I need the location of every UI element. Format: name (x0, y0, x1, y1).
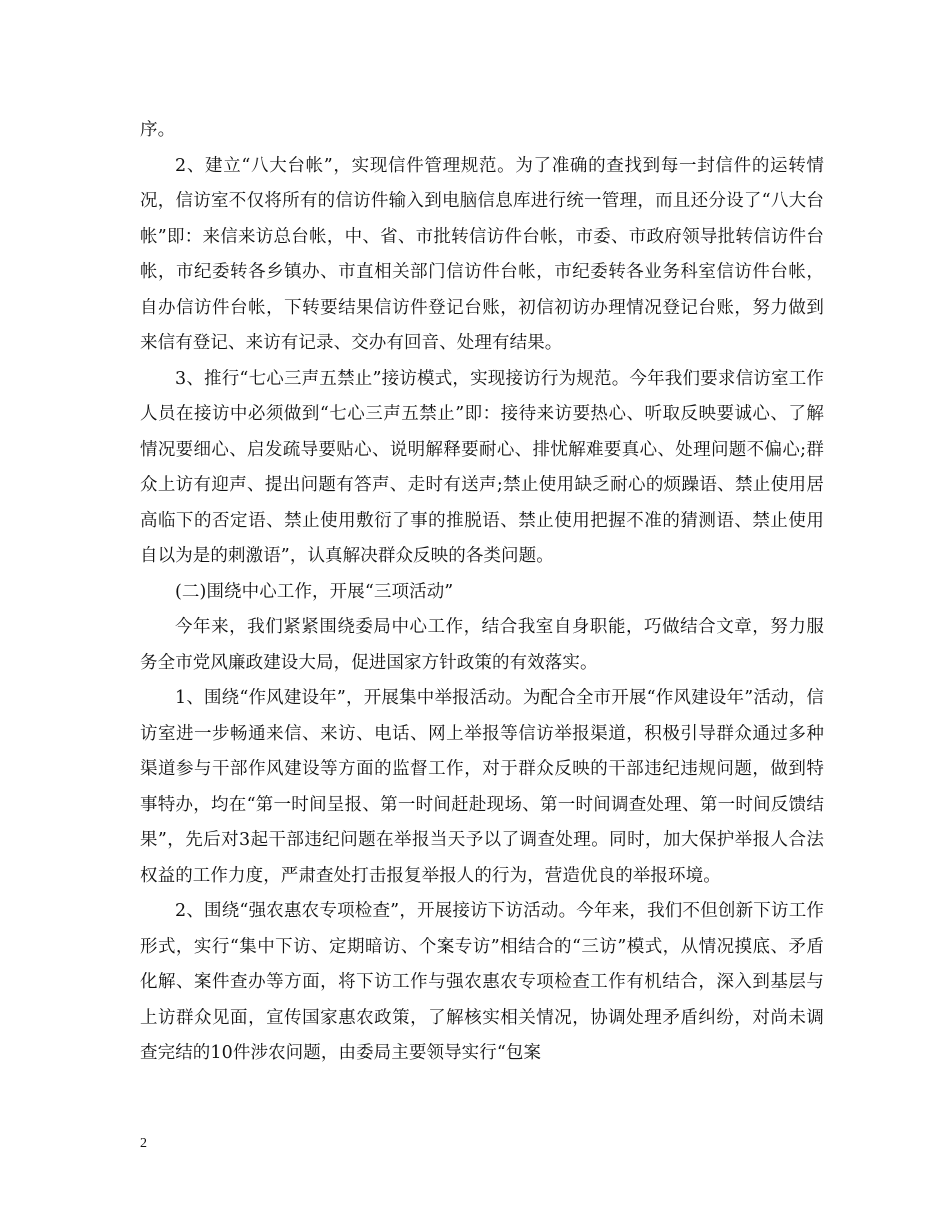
paragraph-ledger-system: 2、建立“八大台帐”，实现信件管理规范。为了准确的查找到每一封信件的运转情况，信访室不仅将所有的信访件输入到电脑信息库进行统一管理，而且还分设了“八大台帐”即：来信来访总台帐，中、省、市批转信访件台帐，市委、市政府领导批转信访件台帐，市纪委转各乡镇办、市直相关部门信访件台帐，市纪委转各业务科室信访件台帐，自办信访件台帐，下转要结果信访件登记台账，初信初访办理情况登记台账，努力做到来信有登记、来访有记录、交办有回音、处理有结果。 (140, 155, 824, 353)
paragraph-report-activity: 1、围绕“作风建设年”，开展集中举报活动。为配合全市开展“作风建设年”活动，信访室进一步畅通来信、来访、电话、网上举报等信访举报渠道，积极引导群众通过多种渠道参与干部作风建设等方面的监督工作，对于群众反映的干部违纪违规问题，做到特事特办，均在“第一时间呈报、第一时间赶赴现场、第一时间调查处理、第一时间反馈结果”，先后对3起干部违纪问题在举报当天予以了调查处理。同时，加大保护举报人合法权益的工作力度，严肃查处打击报复举报人的行为，营造优良的举报环境。 (140, 688, 824, 886)
document-body (140, 113, 824, 1072)
paragraph-reception-model: 3、推行“七心三声五禁止”接访模式，实现接访行为规范。今年我们要求信访室工作人员在接访中必须做到“七心三声五禁止”即：接待来访要热心、听取反映要诚心、了解情况要细心、启发疏导要贴心、说明解释要耐心、排忧解难要真心、处理问题不偏心;群众上访有迎声、提出问题有答声、走时有送声;禁止使用缺乏耐心的烦躁语、禁止使用居高临下的否定语、禁止使用敷衍了事的推脱语、禁止使用把握不准的猜测语、禁止使用自以为是的刺激语”，认真解决群众反映的各类问题。 (140, 368, 824, 566)
paragraph-continuation: 序。 (140, 120, 176, 140)
section-heading-three-activities: (二)围绕中心工作，开展“三项活动” (175, 581, 454, 602)
page-number: 2 (140, 1136, 147, 1151)
paragraph-section-intro: 今年来，我们紧紧围绕委局中心工作，结合我室自身职能，巧做结合文章，努力服务全市党风廉政建设大局，促进国家方针政策的有效落实。 (140, 617, 824, 673)
paragraph-visit-activity: 2、围绕“强农惠农专项检查”，开展接访下访活动。今年来，我们不但创新下访工作形式，实行“集中下访、定期暗访、个案专访”相结合的“三访”模式，从情况摸底、矛盾化解、案件查办等方面，将下访工作与强农惠农专项检查工作有机结合，深入到基层与上访群众见面，宣传国家惠农政策，了解核实相关情况，协调处理矛盾纠纷，对尚未调查完结的10件涉农问题，由委局主要领导实行“包案 (140, 901, 824, 1063)
